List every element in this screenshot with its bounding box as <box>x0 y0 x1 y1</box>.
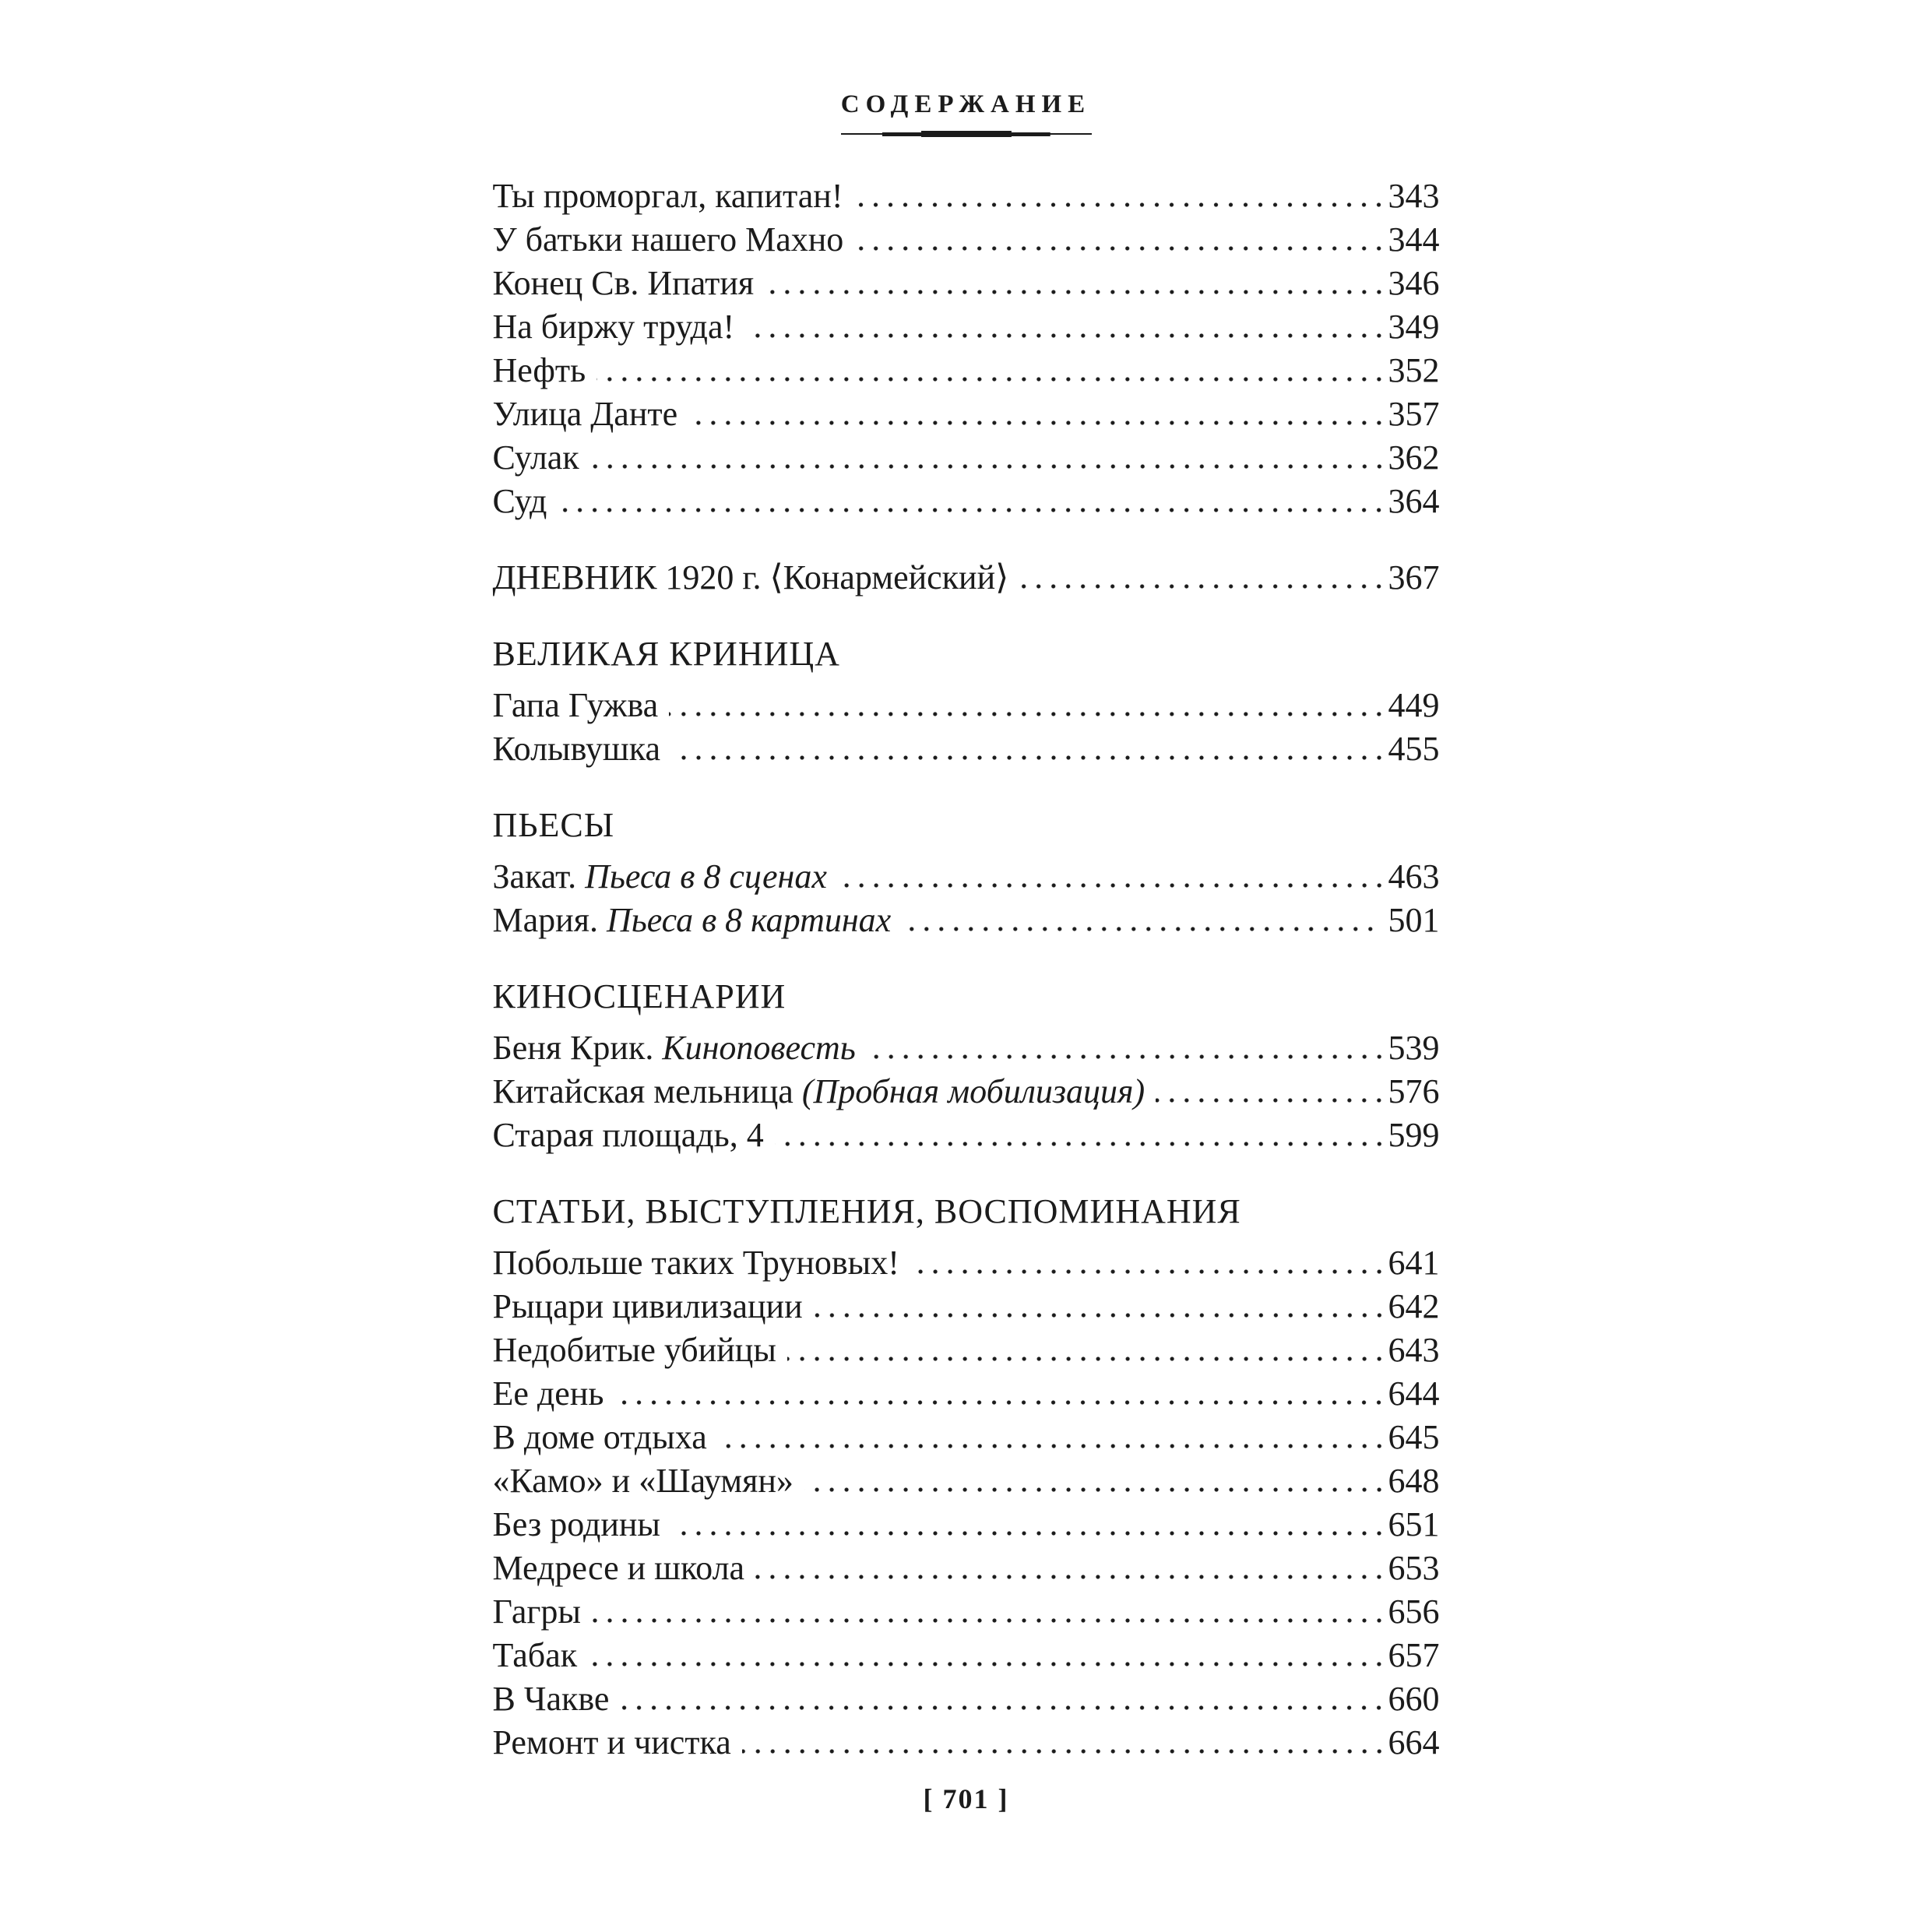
dot-leader <box>765 290 1386 294</box>
entry-title-italic: Пьеса в 8 картинах <box>606 901 892 940</box>
entry-page-number: 367 <box>1388 558 1440 597</box>
entry-title-roman: Табак <box>492 1636 578 1675</box>
entry-title <box>493 1372 604 1416</box>
dot-leader <box>688 421 1386 425</box>
section-header: КИНОСЦЕНАРИИ <box>492 977 787 1016</box>
entry-title-roman: Рыцари цивилизации <box>492 1287 803 1326</box>
entry-page-number: 346 <box>1388 264 1440 303</box>
toc-section <box>493 632 1440 771</box>
toc-entry <box>493 1328 1440 1372</box>
entry-title-roman: У батьки нашего Махно <box>492 220 844 259</box>
dot-leader <box>867 1054 1387 1059</box>
entry-title-roman: Конец Св. Ипатия <box>492 264 755 303</box>
toc-section <box>493 975 1440 1157</box>
toc-entry <box>493 218 1440 262</box>
entry-title-roman: Нефть <box>492 351 586 390</box>
dot-leader <box>1156 1098 1386 1103</box>
entry-page-number: 648 <box>1388 1462 1440 1501</box>
toc-entry <box>493 1416 1440 1459</box>
entry-title-roman: Улица Данте <box>492 395 678 434</box>
entry-title <box>493 899 892 942</box>
toc-entry <box>493 305 1440 349</box>
entry-title <box>493 1416 707 1459</box>
entry-title-roman: Гагры <box>492 1592 581 1631</box>
entry-page-number: 599 <box>1388 1116 1440 1155</box>
entry-title-roman: Мария. <box>492 901 607 940</box>
dot-leader <box>596 377 1386 382</box>
entry-page-number: 357 <box>1388 395 1440 434</box>
dot-leader <box>787 1357 1387 1361</box>
toc-section <box>493 804 1440 942</box>
entry-title-roman: Беня Крик. <box>492 1029 663 1068</box>
dot-leader <box>745 333 1386 338</box>
dot-leader <box>804 1487 1387 1492</box>
toc-entry <box>493 1241 1440 1285</box>
toc-entry <box>493 1721 1440 1765</box>
entry-title <box>493 1459 794 1503</box>
dot-leader <box>671 1531 1387 1536</box>
entry-title-roman: Недобитые убийцы <box>492 1331 776 1370</box>
toc-entry <box>493 174 1440 218</box>
dot-leader <box>588 1662 1386 1666</box>
toc-entry <box>493 1070 1440 1114</box>
entry-title-roman: Ее день <box>492 1374 604 1413</box>
entry-page-number: 449 <box>1388 686 1440 725</box>
toc-entry <box>493 436 1440 480</box>
entry-title-roman: Колывушка <box>492 730 660 769</box>
dot-leader <box>592 1618 1387 1623</box>
dot-leader <box>742 1749 1387 1754</box>
entry-title-italic: Пьеса в 8 сценах <box>585 857 827 896</box>
entry-title <box>493 1677 610 1721</box>
entry-page-number: 463 <box>1388 857 1440 896</box>
section-header: СТАТЬИ, ВЫСТУПЛЕНИЯ, ВОСПОМИНАНИЯ <box>492 1192 1241 1231</box>
entry-title <box>493 436 579 480</box>
entry-title-roman: Ремонт и чистка <box>492 1723 731 1762</box>
entry-title <box>493 1026 856 1070</box>
entry-title <box>493 218 844 262</box>
entry-page-number: 501 <box>1379 901 1440 940</box>
entry-title <box>493 174 843 218</box>
entry-title-italic: (Пробная мобилизация) <box>801 1072 1145 1111</box>
toc-entry <box>493 727 1440 771</box>
title-divider-rule <box>841 131 1092 137</box>
entry-title <box>493 305 735 349</box>
toc-entry <box>493 480 1440 523</box>
entry-page-number: 349 <box>1388 308 1440 347</box>
entry-title <box>493 1070 1145 1114</box>
entry-title <box>493 1241 899 1285</box>
entry-title <box>493 684 659 727</box>
dot-leader <box>718 1444 1387 1448</box>
entry-page-number: 657 <box>1388 1636 1440 1675</box>
entry-title <box>493 480 547 523</box>
section-header: ВЕЛИКАЯ КРИНИЦА <box>492 635 840 674</box>
dot-leader <box>558 508 1386 512</box>
entry-title-roman: В Чакве <box>492 1680 610 1719</box>
toc-entry <box>493 1547 1440 1590</box>
dot-leader <box>669 712 1386 716</box>
entry-page-number: 643 <box>1388 1331 1440 1370</box>
toc-entry <box>493 1590 1440 1634</box>
entry-title <box>493 855 827 899</box>
entry-title-roman: В доме отдыха <box>492 1418 707 1457</box>
dot-leader <box>838 883 1387 888</box>
entry-title <box>493 1503 661 1547</box>
entry-page-number: 642 <box>1388 1287 1440 1326</box>
entry-page-number: 645 <box>1388 1418 1440 1457</box>
entry-title-roman: «Камо» и «Шаумян» <box>492 1462 794 1501</box>
entry-title <box>493 1328 776 1372</box>
entry-title <box>493 556 1009 600</box>
dot-leader <box>854 246 1386 251</box>
toc-entry <box>493 1634 1440 1677</box>
toc-entry <box>493 684 1440 727</box>
entry-title-roman: На биржу труда! <box>492 308 735 347</box>
toc-section <box>493 1190 1440 1765</box>
dot-leader <box>671 755 1387 760</box>
entry-title <box>493 392 678 436</box>
entry-page-number: 344 <box>1388 220 1440 259</box>
dot-leader <box>1019 584 1386 589</box>
entry-page-number: 352 <box>1388 351 1440 390</box>
entry-page-number: 656 <box>1388 1592 1440 1631</box>
entry-page-number: 660 <box>1388 1680 1440 1719</box>
entry-page-number: 364 <box>1388 482 1440 521</box>
entry-page-number: 651 <box>1388 1505 1440 1544</box>
entry-page-number: 455 <box>1388 730 1440 769</box>
dot-leader <box>620 1705 1386 1710</box>
dot-leader <box>590 464 1387 469</box>
toc-entry <box>493 1677 1440 1721</box>
dot-leader <box>775 1142 1387 1146</box>
entry-page-number: 343 <box>1388 177 1440 216</box>
toc-entry <box>493 556 1440 600</box>
entry-page-number: 664 <box>1388 1723 1440 1762</box>
page-title: СОДЕРЖАНИЕ <box>840 90 1092 118</box>
entry-page-number: 653 <box>1388 1549 1440 1588</box>
entry-title-roman: Побольше таких Труновых! <box>492 1244 899 1283</box>
toc-entry <box>493 392 1440 436</box>
entry-title <box>493 262 755 305</box>
dot-leader <box>910 1269 1387 1274</box>
entry-title-italic: Киноповесть <box>662 1029 856 1068</box>
entry-title <box>493 1547 745 1590</box>
entry-title-roman: Ты проморгал, капитан! <box>492 177 843 216</box>
toc-entry <box>493 1026 1440 1070</box>
entry-page-number: 644 <box>1388 1374 1440 1413</box>
entry-title <box>493 349 586 392</box>
entry-title-roman: Суд <box>492 482 547 521</box>
entry-title-roman: ДНЕВНИК 1920 г. ⟨Конармейский⟩ <box>492 558 1009 597</box>
folio-page-number: [ 701 ] <box>923 1783 1009 1814</box>
toc-entry <box>493 1285 1440 1328</box>
entry-page-number: 641 <box>1388 1244 1440 1283</box>
entry-page-number: 576 <box>1388 1072 1440 1111</box>
toc-section <box>493 556 1440 600</box>
toc-section <box>493 174 1440 523</box>
dot-leader <box>902 927 1378 931</box>
toc-entry <box>493 349 1440 392</box>
entry-page-number: 362 <box>1388 438 1440 477</box>
toc-entry <box>493 1459 1440 1503</box>
toc-entry <box>493 1372 1440 1416</box>
entry-title-roman: Медресе и школа <box>492 1549 745 1588</box>
dot-leader <box>614 1400 1386 1405</box>
entry-title-roman: Старая площадь, 4 <box>492 1116 764 1155</box>
entry-title-roman: Сулак <box>492 438 579 477</box>
entry-title <box>493 1634 578 1677</box>
dot-leader <box>755 1575 1386 1579</box>
entry-title-roman: Без родины <box>492 1505 660 1544</box>
entry-title <box>493 1721 731 1765</box>
section-header: ПЬЕСЫ <box>492 806 615 845</box>
toc-entry <box>493 855 1440 899</box>
dot-leader <box>853 202 1386 207</box>
entry-title-roman: Китайская мельница <box>492 1072 802 1111</box>
entry-title-roman: Закат. <box>492 857 586 896</box>
entry-title <box>493 1285 803 1328</box>
toc-entry <box>493 1503 1440 1547</box>
toc-entry <box>493 899 1440 942</box>
dot-leader <box>814 1313 1387 1318</box>
entry-page-number: 539 <box>1388 1029 1440 1068</box>
toc-entry <box>493 262 1440 305</box>
entry-title <box>493 1590 581 1634</box>
entry-title-roman: Гапа Гужва <box>492 686 659 725</box>
entry-title <box>493 727 661 771</box>
toc-entry <box>493 1114 1440 1157</box>
toc-list <box>493 174 1440 1765</box>
entry-title <box>493 1114 764 1157</box>
